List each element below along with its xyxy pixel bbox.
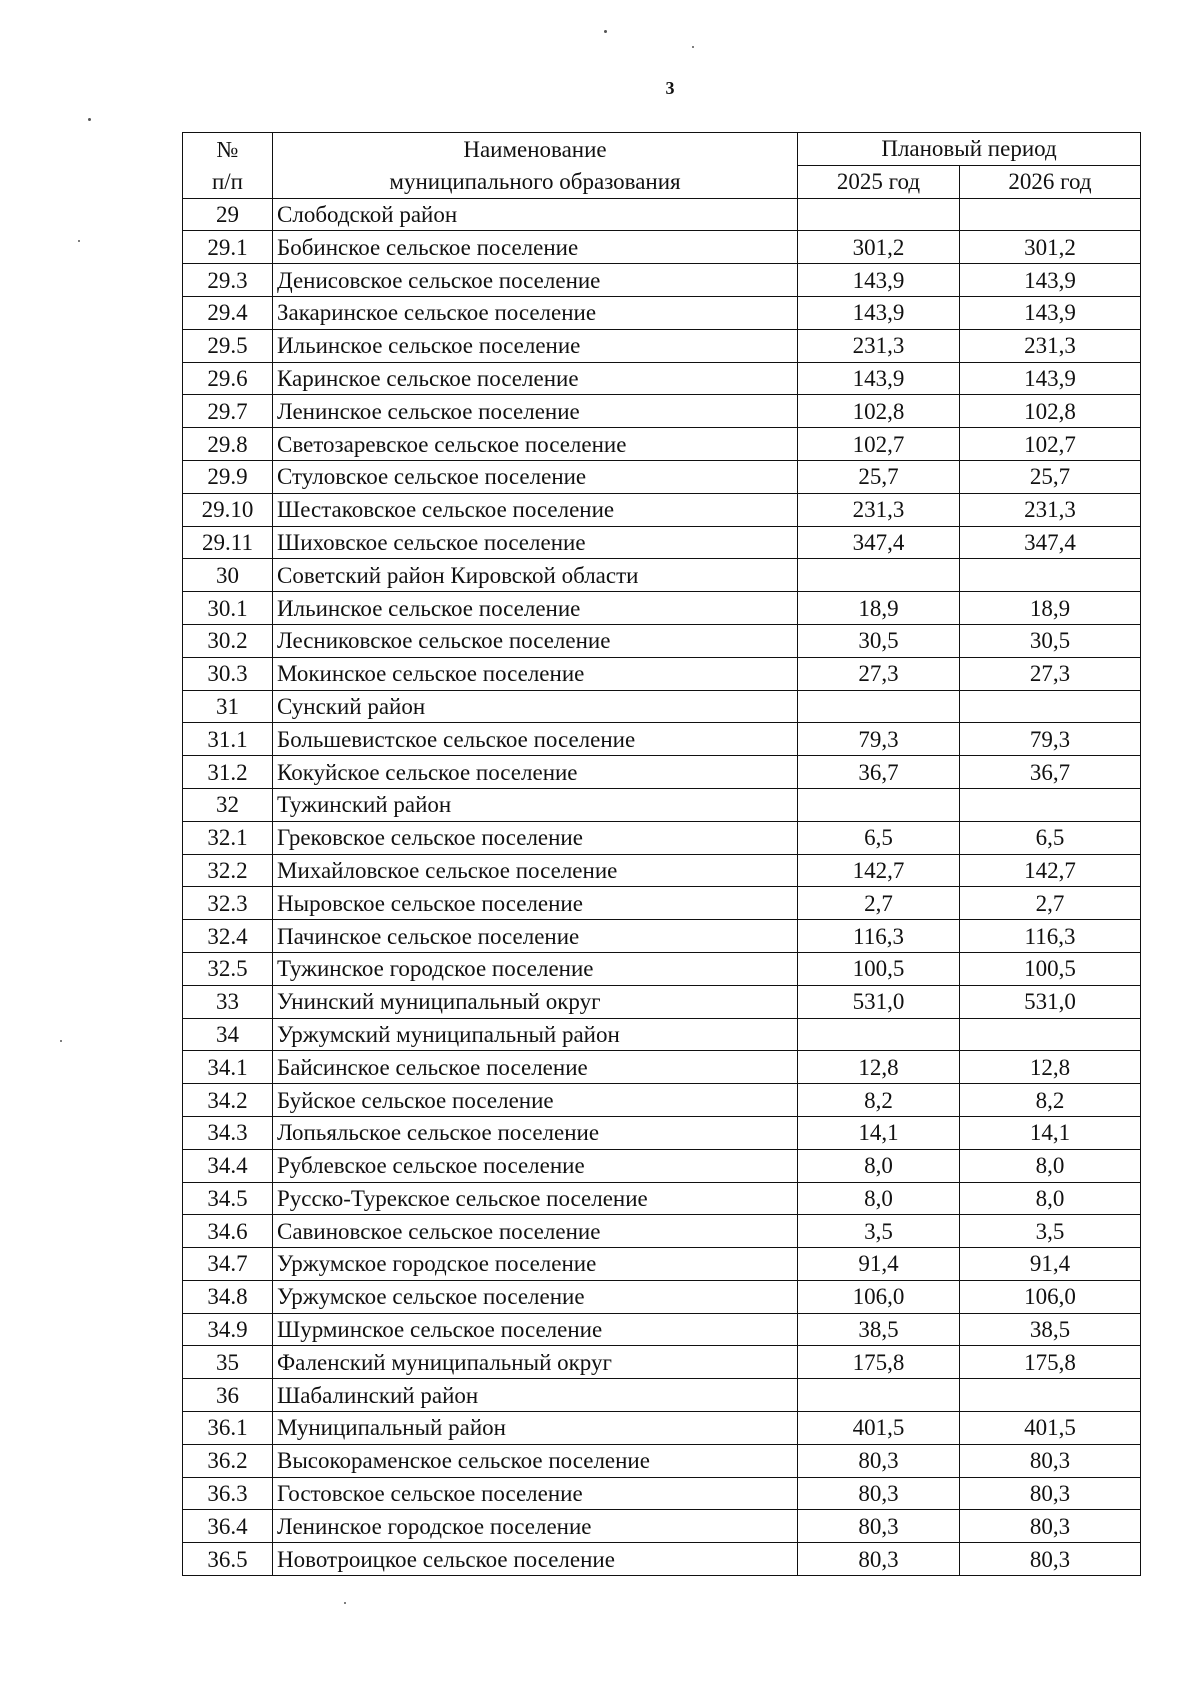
table-row xyxy=(183,920,1141,953)
value-2025: 8,0 xyxy=(798,1149,960,1182)
scan-speck xyxy=(692,46,694,48)
row-number: 32 xyxy=(183,788,273,821)
scan-speck xyxy=(344,1602,346,1604)
row-number: 34.9 xyxy=(183,1313,273,1346)
value-2025: 79,3 xyxy=(798,723,960,756)
col-header-name-top: Наименование xyxy=(273,133,798,166)
value-2026: 27,3 xyxy=(960,657,1141,690)
value-2026: 80,3 xyxy=(960,1444,1141,1477)
value-2026: 25,7 xyxy=(960,460,1141,493)
table-row xyxy=(183,1182,1141,1215)
value-2026: 531,0 xyxy=(960,985,1141,1018)
scan-speck xyxy=(60,1040,62,1042)
table-row xyxy=(183,559,1141,592)
value-2026: 116,3 xyxy=(960,920,1141,953)
value-2025: 2,7 xyxy=(798,887,960,920)
municipality-name: Савиновское сельское поселение xyxy=(273,1215,798,1248)
value-2025: 401,5 xyxy=(798,1412,960,1445)
value-2025: 347,4 xyxy=(798,526,960,559)
row-number: 29.9 xyxy=(183,460,273,493)
row-number: 36 xyxy=(183,1379,273,1412)
table-row xyxy=(183,1379,1141,1412)
value-2025: 25,7 xyxy=(798,460,960,493)
value-2025: 18,9 xyxy=(798,592,960,625)
value-2025: 106,0 xyxy=(798,1280,960,1313)
value-2026: 12,8 xyxy=(960,1051,1141,1084)
value-2025: 301,2 xyxy=(798,231,960,264)
value-2025: 91,4 xyxy=(798,1248,960,1281)
row-number: 34.2 xyxy=(183,1084,273,1117)
municipality-name: Унинский муниципальный округ xyxy=(273,985,798,1018)
table-row xyxy=(183,1215,1141,1248)
municipality-name: Уржумское городское поселение xyxy=(273,1248,798,1281)
table-row xyxy=(183,952,1141,985)
row-number: 30 xyxy=(183,559,273,592)
table-row xyxy=(183,1149,1141,1182)
table-row xyxy=(183,1510,1141,1543)
table-row xyxy=(183,821,1141,854)
row-number: 35 xyxy=(183,1346,273,1379)
value-2025: 8,2 xyxy=(798,1084,960,1117)
row-number: 29.4 xyxy=(183,296,273,329)
table-row xyxy=(183,854,1141,887)
row-number: 30.1 xyxy=(183,592,273,625)
table-row xyxy=(183,690,1141,723)
value-2025: 102,8 xyxy=(798,395,960,428)
value-2025: 143,9 xyxy=(798,264,960,297)
row-number: 34 xyxy=(183,1018,273,1051)
row-number: 29.7 xyxy=(183,395,273,428)
value-2025: 27,3 xyxy=(798,657,960,690)
value-2025: 231,3 xyxy=(798,493,960,526)
table-row xyxy=(183,723,1141,756)
row-number: 32.5 xyxy=(183,952,273,985)
table-row xyxy=(183,1444,1141,1477)
row-number: 30.2 xyxy=(183,624,273,657)
value-2025 xyxy=(798,690,960,723)
municipality-name: Слободской район xyxy=(273,198,798,231)
value-2025: 30,5 xyxy=(798,624,960,657)
table-row xyxy=(183,985,1141,1018)
municipality-name: Пачинское сельское поселение xyxy=(273,920,798,953)
table-row xyxy=(183,1280,1141,1313)
value-2026: 14,1 xyxy=(960,1116,1141,1149)
value-2026: 301,2 xyxy=(960,231,1141,264)
municipality-name: Новотроицкое сельское поселение xyxy=(273,1543,798,1576)
row-number: 34.8 xyxy=(183,1280,273,1313)
municipality-name: Тужинское городское поселение xyxy=(273,952,798,985)
value-2026: 106,0 xyxy=(960,1280,1141,1313)
table-row xyxy=(183,756,1141,789)
row-number: 29.1 xyxy=(183,231,273,264)
row-number: 34.1 xyxy=(183,1051,273,1084)
value-2026: 3,5 xyxy=(960,1215,1141,1248)
municipality-name: Гостовское сельское поселение xyxy=(273,1477,798,1510)
value-2025: 143,9 xyxy=(798,296,960,329)
municipality-name: Лесниковское сельское поселение xyxy=(273,624,798,657)
value-2026: 143,9 xyxy=(960,362,1141,395)
table-row xyxy=(183,296,1141,329)
table-row xyxy=(183,1346,1141,1379)
row-number: 34.7 xyxy=(183,1248,273,1281)
municipality-name: Советский район Кировской области xyxy=(273,559,798,592)
municipality-name: Шурминское сельское поселение xyxy=(273,1313,798,1346)
table-row xyxy=(183,264,1141,297)
value-2025: 142,7 xyxy=(798,854,960,887)
row-number: 32.1 xyxy=(183,821,273,854)
row-number: 36.3 xyxy=(183,1477,273,1510)
value-2026: 30,5 xyxy=(960,624,1141,657)
value-2025: 531,0 xyxy=(798,985,960,1018)
scan-speck xyxy=(88,118,91,121)
value-2026: 8,0 xyxy=(960,1182,1141,1215)
table-row xyxy=(183,887,1141,920)
value-2025 xyxy=(798,1379,960,1412)
value-2025 xyxy=(798,788,960,821)
row-number: 31.2 xyxy=(183,756,273,789)
municipality-name: Светозаревское сельское поселение xyxy=(273,428,798,461)
table-body xyxy=(183,198,1141,1575)
municipality-name: Ильинское сельское поселение xyxy=(273,592,798,625)
row-number: 29.3 xyxy=(183,264,273,297)
value-2026: 231,3 xyxy=(960,329,1141,362)
col-header-year-2025: 2025 год xyxy=(798,165,960,198)
value-2025 xyxy=(798,559,960,592)
row-number: 32.2 xyxy=(183,854,273,887)
value-2025: 80,3 xyxy=(798,1477,960,1510)
value-2026: 6,5 xyxy=(960,821,1141,854)
table-row xyxy=(183,231,1141,264)
table-row xyxy=(183,788,1141,821)
municipality-name: Русско-Турекское сельское поселение xyxy=(273,1182,798,1215)
col-header-year-2026: 2026 год xyxy=(960,165,1141,198)
col-header-planning-period: Плановый период xyxy=(798,133,1141,166)
value-2026: 79,3 xyxy=(960,723,1141,756)
table-row xyxy=(183,657,1141,690)
table-row xyxy=(183,1116,1141,1149)
value-2026 xyxy=(960,198,1141,231)
municipality-name: Грековское сельское поселение xyxy=(273,821,798,854)
table-row xyxy=(183,1477,1141,1510)
municipality-name: Шабалинский район xyxy=(273,1379,798,1412)
value-2026: 2,7 xyxy=(960,887,1141,920)
value-2026 xyxy=(960,1379,1141,1412)
table-row xyxy=(183,624,1141,657)
table-row xyxy=(183,428,1141,461)
value-2025: 36,7 xyxy=(798,756,960,789)
row-number: 31.1 xyxy=(183,723,273,756)
value-2026 xyxy=(960,559,1141,592)
municipality-name: Мокинское сельское поселение xyxy=(273,657,798,690)
value-2026: 91,4 xyxy=(960,1248,1141,1281)
table-row xyxy=(183,362,1141,395)
table-row xyxy=(183,1543,1141,1576)
col-header-number-top: № xyxy=(183,133,273,166)
value-2026: 100,5 xyxy=(960,952,1141,985)
row-number: 32.3 xyxy=(183,887,273,920)
table-row xyxy=(183,1018,1141,1051)
value-2025: 100,5 xyxy=(798,952,960,985)
value-2025 xyxy=(798,198,960,231)
row-number: 32.4 xyxy=(183,920,273,953)
value-2025: 80,3 xyxy=(798,1444,960,1477)
value-2025: 175,8 xyxy=(798,1346,960,1379)
value-2025: 8,0 xyxy=(798,1182,960,1215)
value-2026 xyxy=(960,690,1141,723)
row-number: 29.11 xyxy=(183,526,273,559)
municipality-name: Кокуйское сельское поселение xyxy=(273,756,798,789)
row-number: 36.2 xyxy=(183,1444,273,1477)
municipality-name: Высокораменское сельское поселение xyxy=(273,1444,798,1477)
value-2026: 347,4 xyxy=(960,526,1141,559)
row-number: 30.3 xyxy=(183,657,273,690)
row-number: 29.10 xyxy=(183,493,273,526)
municipality-name: Денисовское сельское поселение xyxy=(273,264,798,297)
value-2026: 401,5 xyxy=(960,1412,1141,1445)
scan-speck xyxy=(604,30,607,33)
municipality-name: Лопьяльское сельское поселение xyxy=(273,1116,798,1149)
value-2026: 231,3 xyxy=(960,493,1141,526)
value-2025: 12,8 xyxy=(798,1051,960,1084)
value-2026 xyxy=(960,1018,1141,1051)
scan-speck xyxy=(78,240,80,242)
value-2025: 38,5 xyxy=(798,1313,960,1346)
municipality-name: Ленинское сельское поселение xyxy=(273,395,798,428)
table-row xyxy=(183,1051,1141,1084)
municipality-name: Михайловское сельское поселение xyxy=(273,854,798,887)
value-2025: 116,3 xyxy=(798,920,960,953)
allocation-table xyxy=(182,132,1141,1576)
col-header-name-bottom: муниципального образования xyxy=(273,165,798,198)
table-row xyxy=(183,592,1141,625)
row-number: 29.5 xyxy=(183,329,273,362)
municipality-name: Бобинское сельское поселение xyxy=(273,231,798,264)
municipality-name: Каринское сельское поселение xyxy=(273,362,798,395)
municipality-name: Уржумский муниципальный район xyxy=(273,1018,798,1051)
municipality-name: Шестаковское сельское поселение xyxy=(273,493,798,526)
municipality-name: Рублевское сельское поселение xyxy=(273,1149,798,1182)
value-2025: 6,5 xyxy=(798,821,960,854)
table-row xyxy=(183,1412,1141,1445)
municipality-name: Сунский район xyxy=(273,690,798,723)
table-row xyxy=(183,395,1141,428)
value-2026: 80,3 xyxy=(960,1543,1141,1576)
value-2025: 143,9 xyxy=(798,362,960,395)
value-2025 xyxy=(798,1018,960,1051)
value-2025: 14,1 xyxy=(798,1116,960,1149)
table-row xyxy=(183,198,1141,231)
value-2025: 3,5 xyxy=(798,1215,960,1248)
value-2026: 8,2 xyxy=(960,1084,1141,1117)
value-2026: 38,5 xyxy=(960,1313,1141,1346)
municipality-name: Большевистское сельское поселение xyxy=(273,723,798,756)
municipality-name: Буйское сельское поселение xyxy=(273,1084,798,1117)
value-2025: 80,3 xyxy=(798,1510,960,1543)
value-2025: 102,7 xyxy=(798,428,960,461)
value-2026: 142,7 xyxy=(960,854,1141,887)
municipality-name: Фаленский муниципальный округ xyxy=(273,1346,798,1379)
municipality-name: Ныровское сельское поселение xyxy=(273,887,798,920)
municipality-name: Закаринское сельское поселение xyxy=(273,296,798,329)
col-header-number-bottom: п/п xyxy=(183,165,273,198)
table-row xyxy=(183,1248,1141,1281)
row-number: 34.6 xyxy=(183,1215,273,1248)
value-2026: 143,9 xyxy=(960,264,1141,297)
table-row xyxy=(183,1084,1141,1117)
value-2026: 80,3 xyxy=(960,1510,1141,1543)
table-row xyxy=(183,493,1141,526)
table-row xyxy=(183,1313,1141,1346)
municipality-name: Шиховское сельское поселение xyxy=(273,526,798,559)
row-number: 29.8 xyxy=(183,428,273,461)
table-header xyxy=(183,133,1141,199)
row-number: 34.5 xyxy=(183,1182,273,1215)
row-number: 36.5 xyxy=(183,1543,273,1576)
row-number: 29.6 xyxy=(183,362,273,395)
value-2026: 175,8 xyxy=(960,1346,1141,1379)
table-row xyxy=(183,329,1141,362)
table-row xyxy=(183,460,1141,493)
value-2025: 80,3 xyxy=(798,1543,960,1576)
value-2026: 8,0 xyxy=(960,1149,1141,1182)
municipality-name: Уржумское сельское поселение xyxy=(273,1280,798,1313)
municipality-name: Стуловское сельское поселение xyxy=(273,460,798,493)
row-number: 34.4 xyxy=(183,1149,273,1182)
value-2026: 80,3 xyxy=(960,1477,1141,1510)
row-number: 29 xyxy=(183,198,273,231)
municipality-name: Ильинское сельское поселение xyxy=(273,329,798,362)
row-number: 36.1 xyxy=(183,1412,273,1445)
value-2026: 102,8 xyxy=(960,395,1141,428)
page-number: 3 xyxy=(665,78,675,98)
row-number: 31 xyxy=(183,690,273,723)
municipality-name: Ленинское городское поселение xyxy=(273,1510,798,1543)
value-2026 xyxy=(960,788,1141,821)
row-number: 34.3 xyxy=(183,1116,273,1149)
value-2025: 231,3 xyxy=(798,329,960,362)
municipality-name: Муниципальный район xyxy=(273,1412,798,1445)
value-2026: 102,7 xyxy=(960,428,1141,461)
municipality-name: Тужинский район xyxy=(273,788,798,821)
municipality-name: Байсинское сельское поселение xyxy=(273,1051,798,1084)
value-2026: 143,9 xyxy=(960,296,1141,329)
row-number: 36.4 xyxy=(183,1510,273,1543)
row-number: 33 xyxy=(183,985,273,1018)
value-2026: 18,9 xyxy=(960,592,1141,625)
table-row xyxy=(183,526,1141,559)
value-2026: 36,7 xyxy=(960,756,1141,789)
